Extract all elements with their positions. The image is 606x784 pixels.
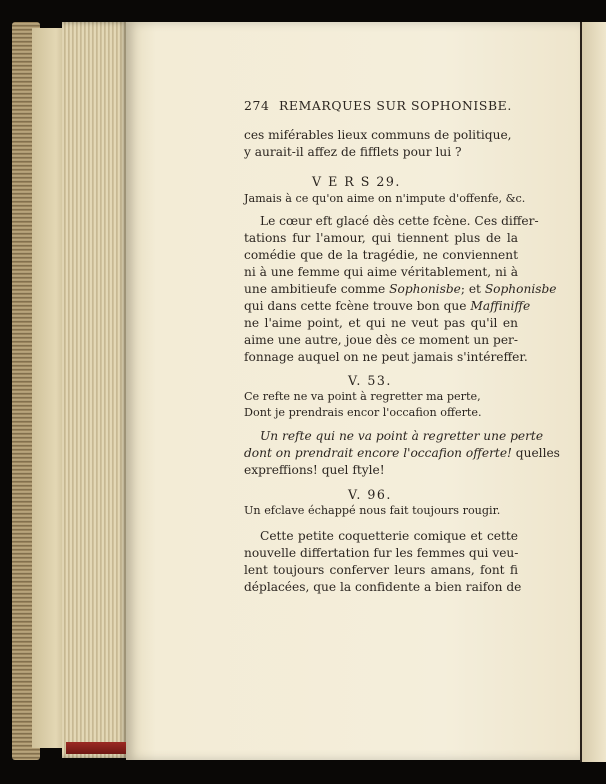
verse-heading: V E R S 29. [312,174,401,189]
page-number: 274 [244,98,270,113]
text-segment: qui dans cette fcène trouve bon que [244,299,471,313]
verse-heading: V. 96. [348,487,392,502]
text-line: Cette petite coquetterie comique et cette [260,529,518,543]
verse-quote: Jamais à ce qu'on aime on n'impute d'offenfe, &c. [244,192,526,205]
running-title: REMARQUES SUR SOPHONISBE. [279,98,512,113]
page-edges [62,22,128,758]
text-line [244,299,530,313]
running-head [244,98,512,113]
verse-heading: V. 53. [348,373,392,388]
facing-page [582,22,606,762]
text-line: fonnage auquel on ne peut jamais s'intéreffer. [244,350,528,364]
text-line: Le cœur eft glacé dès cette fcène. Ces differ- [260,214,539,228]
italic-line: Un refte qui ne va point à regretter une perte [260,429,544,443]
text-line: tations fur l'amour, qui tiennent plus de la [244,231,518,245]
text-line: ni à une femme qui aime véritablement, ni à [244,265,518,279]
red-page-edge [66,742,128,754]
italic-name: Sophonisbe [484,282,557,296]
text-line [244,282,557,296]
text-segment: une ambitieufe comme [244,282,390,296]
italic-name: Sophonisbe [389,282,461,296]
verse-quote: Dont je prendrais encor l'occafion offerte. [244,406,482,419]
text-line: nouvelle differtation fur les femmes qui veu- [244,546,519,560]
italic-name: Maffiniffe [470,299,531,313]
text-line [244,446,560,460]
text-line: déplacées, que la confidente a bien raifon de [244,580,522,594]
text-line: comédie que de la tragédie, ne conviennent [244,248,518,262]
text-line: ne l'aime point, et qui ne veut pas qu'il en [244,316,518,330]
verse-quote: Ce refte ne va point à regretter ma perte, [244,390,481,403]
italic-segment: dont on prendrait encore l'occafion offerte! [244,446,512,460]
text-line: lent toujours conferver leurs amans, font fi [244,563,518,577]
text-line: y aurait-il affez de fifflets pour lui ? [244,145,462,159]
text-segment: quelles [511,446,560,460]
text-line: ces miférables lieux communs de politique, [244,128,512,142]
text-line: aime une autre, joue dès ce moment un per- [244,333,518,347]
text-segment: ; et [460,282,485,296]
verse-quote: Un efclave échappé nous fait toujours rougir. [244,504,501,517]
text-line: expreffions! quel ftyle! [244,463,385,477]
